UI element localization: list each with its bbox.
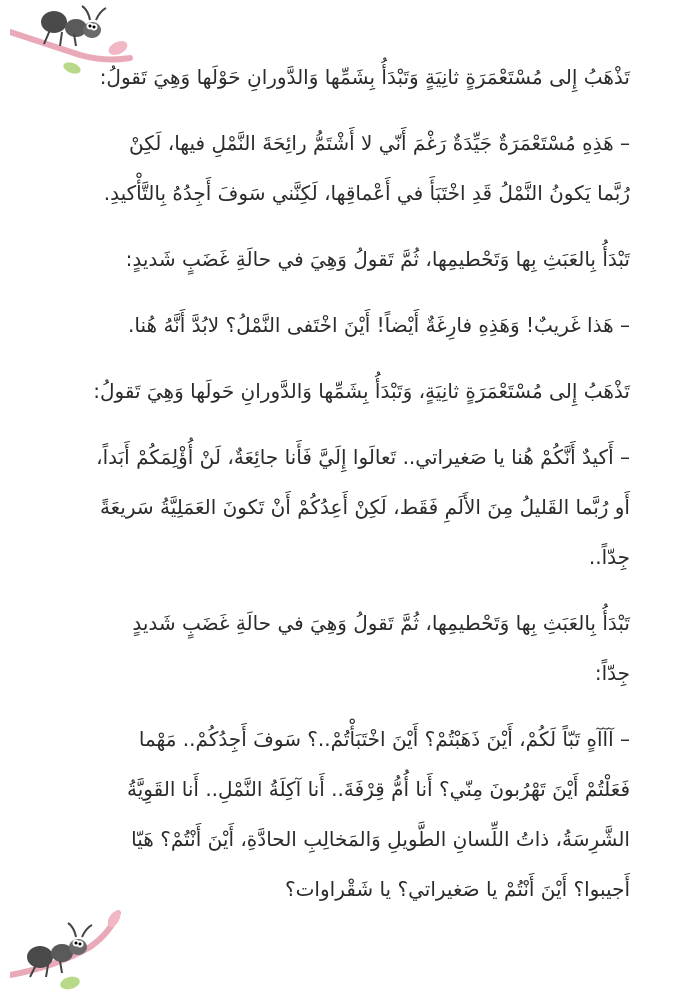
narration-paragraph: تَذْهَبُ إِلى مُسْتَعْمَرَةٍ ثانِيَةٍ وَتَبْدَأُ بِشَمِّها وَالدَّورانِ حَوْلَها وَهِيَ تَقولُ: [99,65,630,89]
dialogue-paragraph: – هَذا غَريبٌ! وَهَذِهِ فارِغَةٌ أَيْضاً! أَيْنَ اخْتَفى النَّمْلُ؟ لابُدَّ أَنَّهُ هُنا. [128,313,630,337]
ant-branch-decoration-bottom [10,905,140,1000]
dialogue-paragraph: – أَكيدٌ أَنَّكُمْ هُنا يا صَغيراتي.. تَعالَوا إِلَيَّ فَأَنا جائِعَةٌ، لَنْ أُؤْلِمَكُمْ أَبَداً، أَو رُبَّما القَليلُ مِنَ الأَلَمِ فَقَط، لَكِنْ أَعِدُكُمْ أَنْ تَكونَ العَمَلِيَّةُ سَريعَةً جِدّاً.. [96,445,630,569]
story-text [92,52,630,930]
narration-paragraph: تَذْهَبُ إِلى مُسْتَعْمَرَةٍ ثانِيَةٍ، وَتَبْدَأُ بِشَمِّها وَالدَّورانِ حَولَها وَهِيَ تَقولُ: [93,379,630,403]
dialogue-paragraph: – هَذِهِ مُسْتَعْمَرَةٌ جَيِّدَةٌ رَغْمَ أَنّي لا أَشْتَمُّ رائِحَةَ النَّمْلِ فيها، لَكِنْ رُبَّما يَكونُ النَّمْلُ قَدِ اخْتَبَأَ في أَعْماقِها، لَكِنَّني سَوفَ أَجِدُهُ بِالتَّأْكيدِ. [103,131,630,205]
dialogue-paragraph: – آآآهٍ تَبّاً لَكُمْ، أَيْنَ ذَهَبْتُمْ؟ أَيْنَ اخْتَبَأْتُمْ..؟ سَوفَ أَجِدُكُمْ.. مَهْما فَعَلْتُمْ أَيْنَ تَهْرُبونَ مِنّي؟ أَنا أُمُّ قِرْفَةَ.. أَنا آكِلَةُ النَّمْلِ.. أَنا القَوِيَّةُ الشَّرِسَةُ، ذاتُ اللِّسانِ الطَّويلِ وَالمَخالِبِ الحادَّةِ، أَيْنَ أَنْتُمْ؟ هَيّا أَجيبوا؟ أَيْنَ أَنْتُمْ يا صَغيراتي؟ يا شَقْراوات؟ [127,727,630,901]
narration-paragraph: تَبْدَأُ بِالعَبَثِ بِها وَتَحْطيمِها، ثُمَّ تَقولُ وَهِيَ في حالَةِ غَضَبٍ شَديدٍ جِدّاً: [132,611,630,685]
narration-paragraph: تَبْدَأُ بِالعَبَثِ بِها وَتَحْطيمِها، ثُمَّ تَقولُ وَهِيَ في حالَةِ غَضَبٍ شَديدٍ: [125,247,630,271]
